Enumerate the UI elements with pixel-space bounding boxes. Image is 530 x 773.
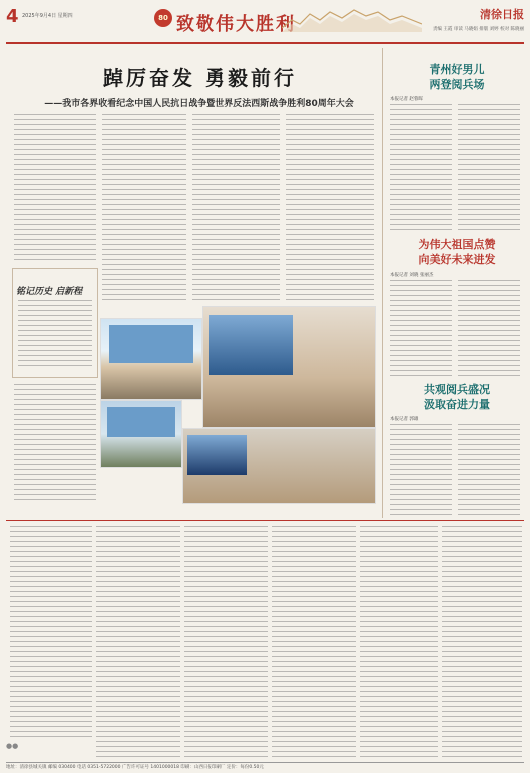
article-text-col-1b (14, 384, 96, 502)
lower-text-col-3 (184, 526, 268, 758)
sidebar-story3-title (392, 382, 522, 412)
main-headline: 踔厉奋发 勇毅前行 (103, 66, 297, 90)
photo-parade-screen (100, 318, 202, 400)
great-wall-icon (282, 6, 422, 32)
story2-title-line1: 为伟大祖国点赞 (418, 238, 496, 251)
lower-text-col-1 (10, 526, 92, 738)
story3-title-line2: 汲取奋进力量 (424, 398, 490, 411)
page-footer: 地址：清徐县城关镇 邮编 030400 电话 0351-5722000 广告许可证号 1401000018 印刷：山西日报印刷厂 定价：每份0.50元 (6, 762, 524, 770)
article-text-col-4 (286, 114, 374, 300)
section-divider (6, 520, 524, 521)
page-number: 4 (6, 6, 19, 27)
editor-note-title: 铭记历史 启新程 (16, 287, 83, 297)
editor-note-text (18, 300, 92, 370)
editors-line: 责编 王霞 审读 马晓娟 排版 刘婷 校对 陈晓丽 (432, 27, 524, 32)
photo-group-watching (182, 428, 376, 504)
story3-byline: 本报记者 郭雄 (390, 417, 419, 422)
story2-text-a (390, 280, 452, 376)
story1-title-line1: 青州好男儿 (429, 63, 485, 76)
sidebar-story2-title (392, 237, 522, 267)
sidebar-story1-title (392, 62, 522, 92)
story1-byline: 本报记者 赵蓉晖 (390, 97, 423, 102)
story2-byline: 本报记者 刘晓 张丽杰 (390, 273, 434, 278)
story3-text-b (458, 424, 520, 516)
story3-title-line1: 共观阅兵盛况 (424, 383, 490, 396)
story2-title-line2: 向美好未来进发 (418, 253, 496, 266)
story1-title-line2: 两登阅兵场 (429, 78, 485, 91)
story1-text-b (458, 104, 520, 232)
story1-text-a (390, 104, 452, 232)
section-title: 致敬伟大胜利 (176, 14, 296, 35)
article-text-col-1 (14, 114, 96, 260)
photo-audience-watching (202, 306, 376, 428)
lower-text-col-4 (272, 526, 356, 758)
photo-veteran-watching (100, 400, 182, 468)
page-header (6, 4, 524, 44)
lower-text-col-5 (360, 526, 438, 758)
lower-text-col-2 (96, 526, 180, 758)
wechat-watermark-icon: ●● (6, 742, 19, 750)
story2-text-b (458, 280, 520, 376)
date-line: 2025年9月4日 星期四 (22, 13, 73, 19)
paper-name: 清徐日报 (480, 8, 524, 21)
lower-text-col-6 (442, 526, 522, 758)
article-text-col-2 (102, 114, 186, 300)
main-subhead: ——我市各界收看纪念中国人民抗日战争暨世界反法西斯战争胜利80周年大会 (44, 99, 354, 109)
anniversary-emblem-icon: 80 (154, 9, 172, 27)
story3-text-a (390, 424, 452, 516)
article-text-col-3 (192, 114, 280, 300)
